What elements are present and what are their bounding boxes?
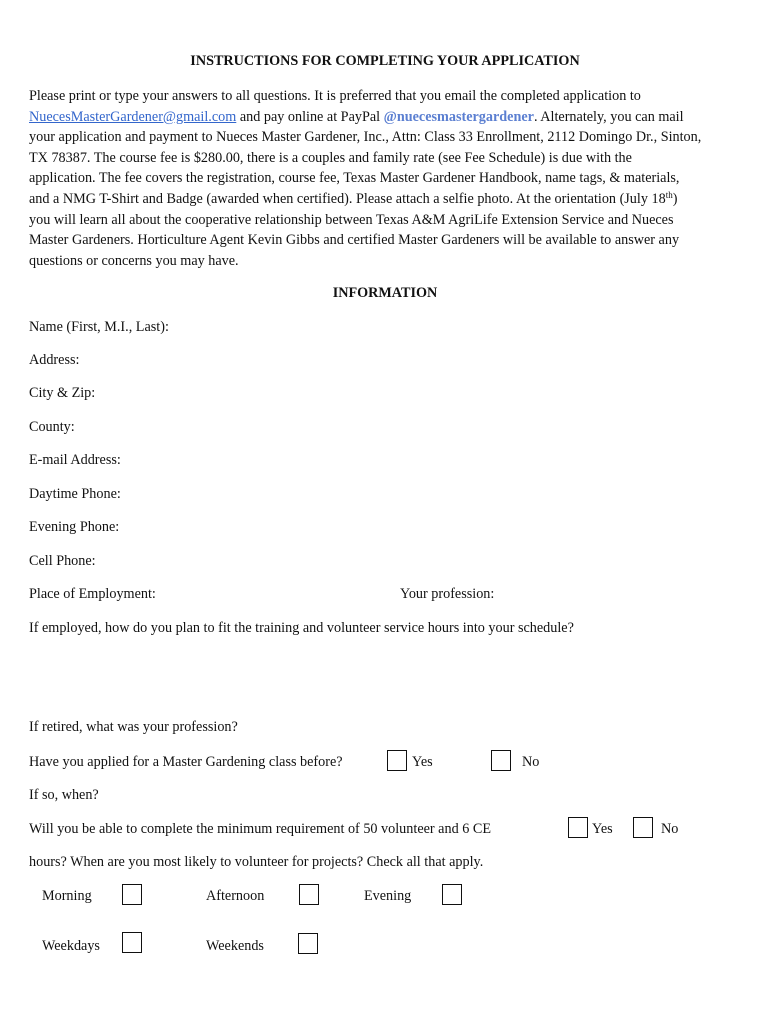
minimum-requirement-yes-checkbox[interactable] bbox=[568, 817, 588, 838]
instructions-heading: INSTRUCTIONS FOR COMPLETING YOUR APPLICATION bbox=[190, 53, 580, 69]
minimum-requirement-no-checkbox[interactable] bbox=[633, 817, 653, 838]
instructions-line-3: your application and payment to Nueces Master Gardener, Inc., Attn: Class 33 Enrollment, 2112 Domingo Dr., Sinton, bbox=[29, 129, 702, 146]
county-field-label: County: bbox=[29, 419, 75, 435]
volunteer-time-question: hours? When are you most likely to volunteer for projects? Check all that apply. bbox=[29, 854, 484, 870]
information-heading: INFORMATION bbox=[332, 285, 438, 301]
if-so-when-question: If so, when? bbox=[29, 787, 99, 803]
instructions-line-8: Master Gardeners. Horticulture Agent Kevin Gibbs and certified Master Gardeners will be available to answer any bbox=[29, 232, 680, 249]
applied-before-yes-checkbox[interactable] bbox=[387, 750, 407, 771]
instructions-line-2 bbox=[29, 107, 754, 128]
fit-schedule-question: If employed, how do you plan to fit the training and volunteer service hours into your schedule? bbox=[29, 620, 574, 636]
daytime-phone-field-label: Daytime Phone: bbox=[29, 486, 121, 502]
cell-phone-field-label: Cell Phone: bbox=[29, 553, 96, 569]
weekdays-option-label: Weekdays bbox=[42, 938, 100, 954]
applied-before-no-label: No bbox=[522, 754, 540, 770]
instructions-line-6-end: ) bbox=[672, 190, 678, 207]
evening-phone-field-label: Evening Phone: bbox=[29, 519, 120, 535]
instructions-line-2-mid: and pay online at PayPal bbox=[236, 108, 384, 125]
instructions-line-7: you will learn all about the cooperative relationship between Texas A&M AgriLife Extension Service and Nueces bbox=[29, 211, 674, 228]
evening-option-label: Evening bbox=[364, 888, 412, 904]
instructions-line-9: questions or concerns you may have. bbox=[29, 252, 239, 269]
applied-before-yes-label: Yes bbox=[412, 754, 433, 770]
paypal-handle[interactable]: @nuecesmastergardener bbox=[383, 108, 534, 125]
afternoon-checkbox[interactable] bbox=[299, 884, 319, 905]
morning-checkbox[interactable] bbox=[122, 884, 142, 905]
city-zip-field-label: City & Zip: bbox=[29, 385, 96, 401]
weekdays-checkbox[interactable] bbox=[122, 932, 142, 953]
instructions-line-4: TX 78387. The course fee is $280.00, there is a couples and family rate (see Fee Schedule) is due with the bbox=[29, 149, 632, 166]
address-field-label: Address: bbox=[29, 352, 80, 368]
email-field-label: E-mail Address: bbox=[29, 452, 121, 468]
minimum-requirement-question: Will you be able to complete the minimum requirement of 50 volunteer and 6 CE bbox=[29, 821, 491, 837]
instructions-paragraph bbox=[29, 86, 754, 271]
afternoon-option-label: Afternoon bbox=[206, 888, 265, 904]
instructions-line-2-end: . Alternately, you can mail bbox=[533, 108, 684, 125]
name-field-label: Name (First, M.I., Last): bbox=[29, 319, 169, 335]
profession-field-label: Your profession: bbox=[400, 586, 495, 602]
minimum-requirement-yes-label: Yes bbox=[592, 821, 613, 837]
weekends-checkbox[interactable] bbox=[298, 933, 318, 954]
instructions-line-1: Please print or type your answers to all questions. It is preferred that you email the completed application to bbox=[29, 88, 641, 104]
weekends-option-label: Weekends bbox=[206, 938, 264, 954]
email-link[interactable]: NuecesMasterGardener@gmail.com bbox=[29, 108, 237, 125]
instructions-line-6-start: and a NMG T-Shirt and Badge (awarded when certified). Please attach a selfie photo. At the orientation (July 18 bbox=[29, 190, 666, 207]
instructions-line-5: application. The fee covers the registration, course fee, Texas Master Gardener Handbook, name tags, & materials, bbox=[29, 170, 680, 187]
evening-checkbox[interactable] bbox=[442, 884, 462, 905]
retired-profession-question: If retired, what was your profession? bbox=[29, 719, 238, 735]
minimum-requirement-no-label: No bbox=[661, 821, 679, 837]
employment-field-label: Place of Employment: bbox=[29, 586, 156, 602]
instructions-line-6 bbox=[29, 189, 754, 210]
ordinal-suffix: th bbox=[665, 189, 673, 200]
morning-option-label: Morning bbox=[42, 888, 92, 904]
applied-before-no-checkbox[interactable] bbox=[491, 750, 511, 771]
applied-before-question: Have you applied for a Master Gardening class before? bbox=[29, 754, 343, 770]
